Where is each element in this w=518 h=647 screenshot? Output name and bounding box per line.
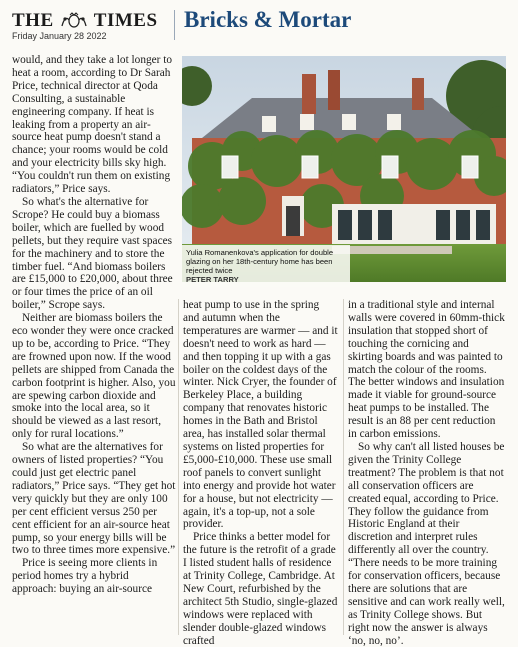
paragraph: Price thinks a better model for the future is the retrofit of a grade I listed student halls of residence at Trinity College, Cambridge. At New Court, refurbished by the architect 5th Studio, single-glazed windows were replaced with slender double-glazed windows crafted bbox=[183, 531, 338, 647]
paragraph: in a traditional style and internal walls were covered in 60mm-thick insulation that stopped short of touching the cornicing and skirting boards and was painted to match the colour of the rooms. The better windows and insulation made it viable for ground-source heat pumps to be installed. The result is an 88 per cent reduction in carbon emissions. bbox=[348, 299, 505, 441]
photo-caption bbox=[182, 245, 350, 287]
title-right: TIMES bbox=[93, 10, 158, 31]
paragraph: So why can't all listed houses be given the Trinity College treatment? The problem is that not all conservation officers are created equal, according to Price. They follow the guidance from Historic England at their discretion and interpret rules differently all over the country. “There needs to be more training for conservation officers, because there are solutions that are sensitive and can work really well, as Trinity College shows. But right now the answer is always ‘no, no, no’. bbox=[348, 440, 505, 647]
issue-date: Friday January 28 2022 bbox=[12, 31, 107, 41]
article-column-3 bbox=[348, 299, 506, 647]
photo-credit: PETER TARRY bbox=[186, 275, 239, 284]
masthead bbox=[0, 0, 518, 46]
paragraph: Neither are biomass boilers the eco wonder they were once cracked up to be, according to Price. “They are frowned upon now. If the wood pellets are shipped from Canada the carbon footprint is higher. Also, you are spewing carbon dioxide and smoke into the local area, so it should be viewed as a last resort, only for rural locations.” bbox=[12, 312, 176, 441]
royal-crest-icon bbox=[61, 12, 87, 28]
paragraph: would, and they take a lot longer to heat a room, according to Dr Sarah Price, technical director at Qoda Consulting, a sustainable engineering company. If heat is leaking from a property an air-source heat pump doesn't stand a chance; your rooms would be cold and your electricity bills sky high. “You couldn't run them on existing radiators,” Price says. bbox=[12, 54, 172, 196]
section-title: Bricks & Mortar bbox=[184, 7, 352, 32]
paragraph: heat pump to use in the spring and autumn when the temperatures are warmer — and it doesn't need to work as hard — and then topping it up with a gas boiler on the coldest days of the winter. Nick Cryer, the founder of Berkeley Place, a building company that renovates historic homes in the Bath and Bristol area, has installed solar thermal systems on listed properties for £5,000-£10,000. These use small roof panels to convert sunlight into energy and provide hot water for a house, but not electricity — again, it's a top-up, not a sole provider. bbox=[183, 299, 338, 531]
paragraph: So what's the alternative for Scrope? He could buy a biomass boiler, which are fuelled by wood pellets, but they require vast spaces for the machinery and to store the timber fuel. “And biomass boilers are £15,000 to £20,000, about three or four times the price of an oil boiler,” Scrope says. bbox=[12, 195, 173, 312]
masthead-divider bbox=[174, 10, 175, 40]
paragraph: So what are the alternatives for owners of listed properties? “You could just get electric panel radiators,” Price says. “They get hot very quickly but they are only 100 per cent efficient versus 250 per cent efficient for an air-source heat pump, so your energy bills will be two to three times more expensive.” bbox=[12, 441, 176, 557]
caption-text: Yulia Romanenkova's application for double glazing on her 18th-century home has been rejected twice bbox=[186, 248, 334, 275]
newspaper-title bbox=[12, 10, 158, 32]
paragraph: Price is seeing more clients in period homes try a hybrid approach: buying an air-source bbox=[12, 557, 158, 596]
article-column-1 bbox=[12, 54, 176, 596]
column-divider bbox=[343, 299, 344, 635]
article-column-2 bbox=[183, 299, 338, 647]
column-divider bbox=[178, 299, 179, 635]
title-left: THE bbox=[12, 10, 54, 31]
